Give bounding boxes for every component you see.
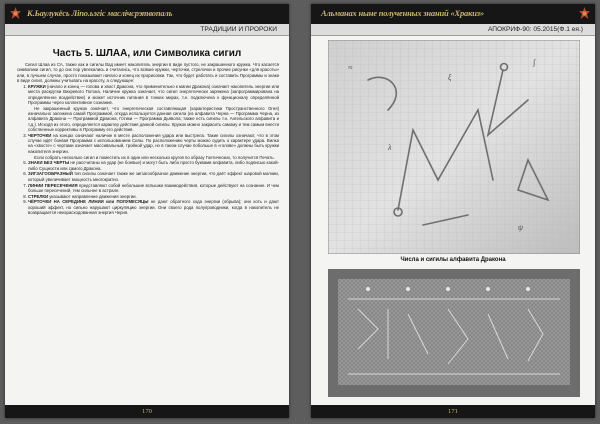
list-item-term: ЧЁРТОЧКИ НА СЕРЕДИНЕ ЛИНИИ или ПОЛУМЕСЯЦЫ [28,199,149,205]
right-header-bar [311,4,595,25]
list-item-text: Если собрать несколько сигил и поместить их в один или несколько кругов по образу Гоетических, то получится Печать. [34,154,275,160]
list-item [28,194,279,199]
list-item-text: на концах означают наличие в месте расположения удара или выстрела. Такие сигилы означают, что в этом случае идёт боевая Программа с использованием Силы. По расположению черты можно судить о характере удара. Вилка на «хвосте» с чертами означает массивальный, тройной удар, но в таком случае побольше в «голове» должны быть кружки накопителя энергии. [28,132,279,154]
list-item-term: ЗНАКИ БЕЗ ЧЕРТЫ [28,160,70,166]
left-page [5,4,289,418]
left-page-number: 170 [5,405,289,418]
list-item-text: не дают обратного хода энергии (обрыва); они хоть и дают хороший эффект, но сильно нарушают циркуляцию энергии. Они своего рода полупроводники, когда в накопитель не возвращается неизрасходованная энергия Черня. [28,199,279,216]
rules-list [17,84,279,215]
textile-panel-image [328,269,580,397]
list-item [28,155,279,160]
sigil-drawing-image [328,40,580,254]
list-item [28,133,279,154]
list-item-text: Не закрашенный кружок означает, что энергетическая составляющая (характеристики Пространственного Огня) изначально заложена самой Программой, откуда используется данная сигила (из алфавита Черна — Программа Черна, из алфавита Дракона — Программой Дракона, Готики — Программа Дьявола; также есть сигилы т.н. Ангельского алфавита и т.д.). Исходя из этого, определяется характер действия данной сигилы. Кружок можно закрасить самому и тем самым внести собственные коррективы в Программу его действия. [28,105,279,133]
left-header-title: К.Ьаулукёсь Ліпо.ьэгіс маслічсрэтвопаль [27,8,173,18]
list-item-term: КРУЖКИ [28,84,46,90]
left-header-bar [5,4,289,25]
list-item-text: (начало и конец — голова и хвост Дракона, что применительно к магии Дракона) означает накопитель энергии или места раскрутки Вихревого Потока. Наличие кружка означает, что сигил энергетически заряжена (запрограммирована на определённое воздействие) и может источник питания в тонких мирах, т.е. подключена к функционалу определённой Программы через коллективное сознание. [28,84,279,106]
list-item-text: указывают направление движения энергии. [48,193,137,199]
list-item [28,199,279,215]
list-item [28,84,279,105]
svg-text:≈: ≈ [348,63,353,72]
list-item-term: ЛИНИИ ПЕРЕСЕЧЕНИЯ [28,182,78,188]
list-item-term: ЗИГЗАГООБРАЗНЫЙ [28,171,73,177]
list-item-term: ЧЕРТОЧКИ [28,132,52,138]
svg-text:∫: ∫ [533,58,536,67]
issue-label: АПОКРИФ-90: 05.2015(Ф.1 ея.) [311,24,595,36]
chapter-title: Часть 5. ШЛАА, или Символика сигил [52,48,242,59]
emblem-icon [8,6,23,22]
list-item-text: не рассчитаны на удар (не боевые) и могут быть либо просто буквами алфавита, либо подписью какой-либо Сущности или самого Дракона. [28,160,280,171]
svg-text:λ: λ [388,143,392,152]
article-body [17,62,279,216]
list-item [28,106,279,132]
svg-text:ξ: ξ [448,73,452,82]
list-item [28,183,279,194]
list-item-text: представляют собой небольшие вспышки взаимодействия, которые действуют на сознание. И чем больше пересечений, тем сильнее в астрале. [28,182,279,193]
svg-text:ψ: ψ [518,223,523,232]
emblem-icon [577,6,592,22]
right-page-number: 171 [311,405,595,418]
intro-paragraph: Сигил Шлаа из СА, также как и сигилы Вад имеет накопитель энергии в виде пустого, не закрашенного кружка. Что касается символики сигил, то до сих пор увлекались и считались, что всякие кружки, черточки, стрелочки и прочие рисунки «для красоты» или, в лучшем случае, просто показывают начало и конец их прорисовки. Так, что будет работать и составить Программы и знаки в виде сигил, должны учитывать на красоту, а следующее: [17,62,279,83]
right-page [311,4,595,418]
section-label: ТРАДИЦИИ И ПРОРОКИ [5,24,289,36]
right-header-title: Альманах ныне полученных знаний «Хракиз» [321,8,484,18]
list-item [28,160,279,171]
list-item-term: СТРЕЛКИ [28,193,49,199]
list-item-text: тип сигилы означает также же зигзагообразное движение энергии, что даёт эффект шаровой молнии, который увеличивает мощность многократно. [28,171,279,182]
photo-caption: Числа и сигилы алфавита Дракона [400,257,506,263]
list-item [28,171,279,182]
